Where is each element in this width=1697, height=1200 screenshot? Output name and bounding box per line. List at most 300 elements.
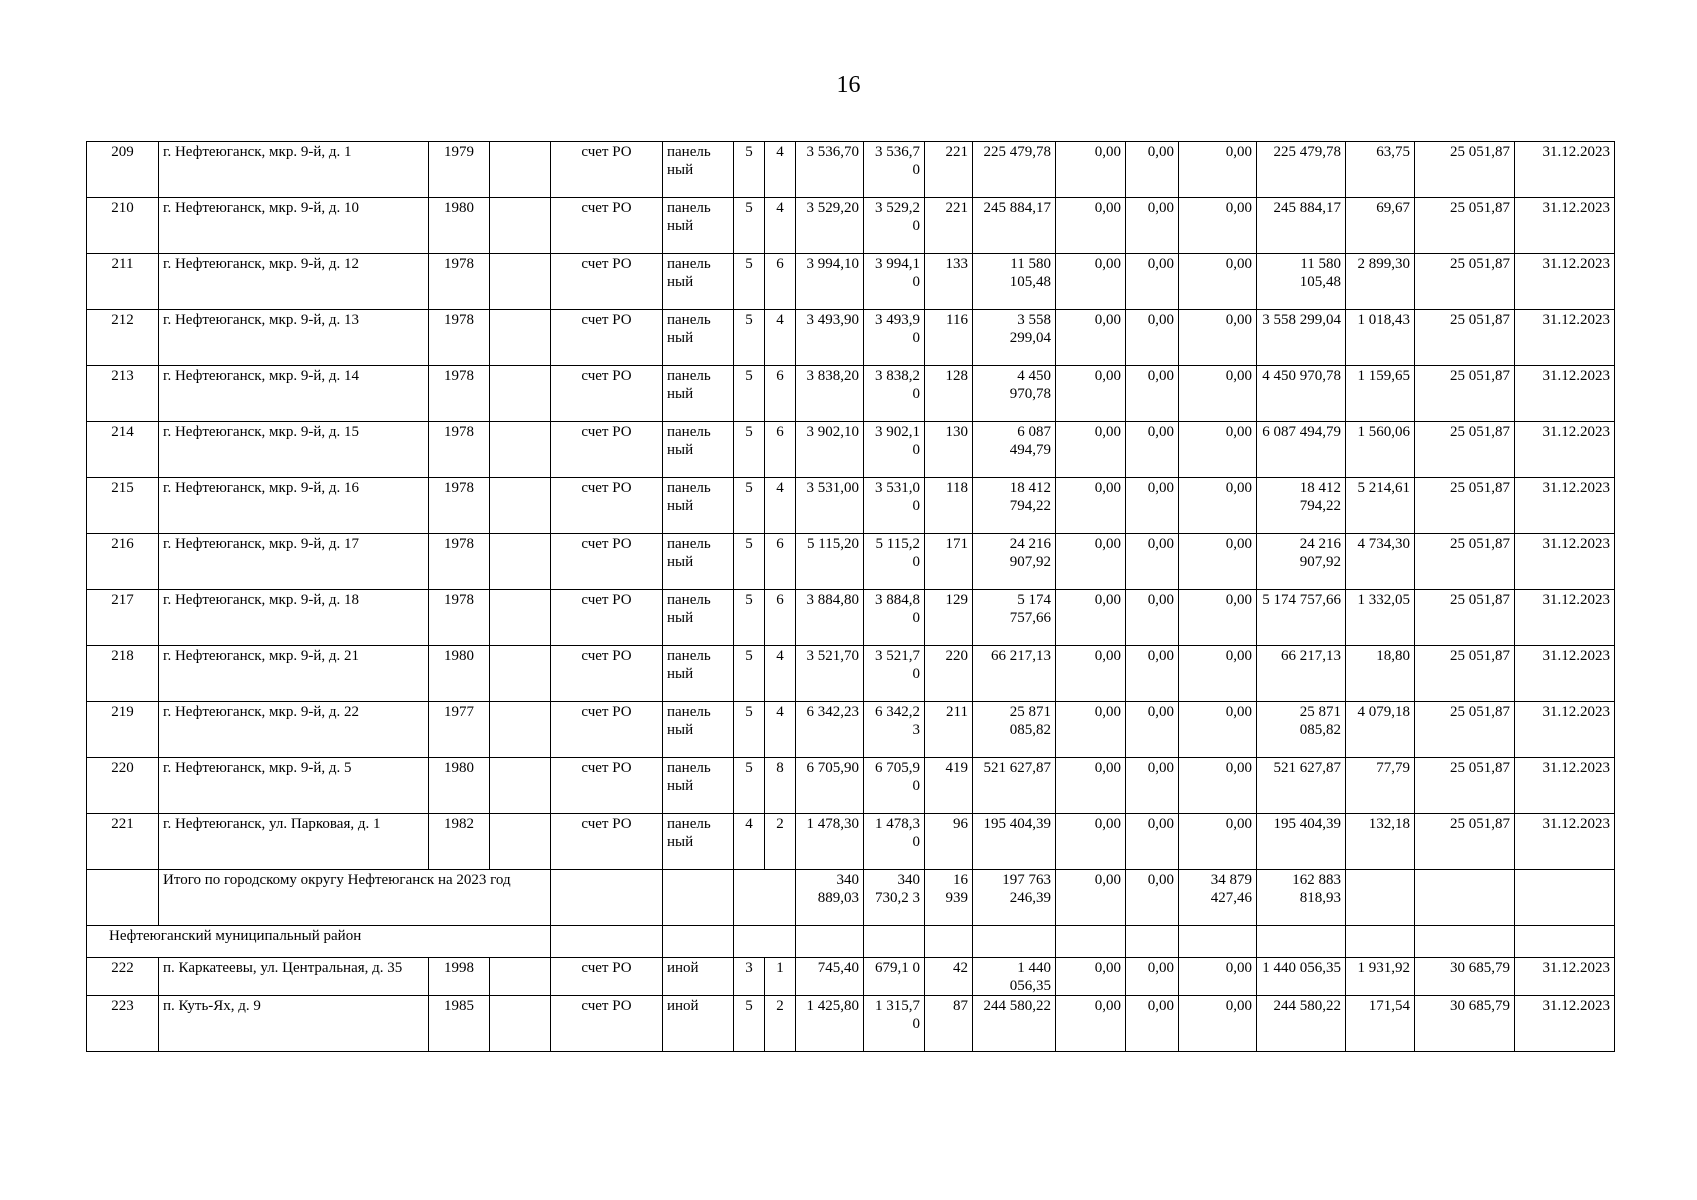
- cell-fund: счет РО: [551, 478, 663, 534]
- cell-year: 1978: [429, 310, 490, 366]
- cell-area-total: 3 902,10: [796, 422, 864, 478]
- cell-c2: 0,00: [1126, 590, 1179, 646]
- cell-no: 220: [87, 758, 159, 814]
- cell-entrances: 8: [765, 758, 796, 814]
- cell-floors: 3: [734, 958, 765, 996]
- cell-limit: 30 685,79: [1415, 958, 1515, 996]
- cell-cost-total: 11 580 105,48: [973, 254, 1056, 310]
- cell-year: 1978: [429, 590, 490, 646]
- cell-floors: 5: [734, 254, 765, 310]
- cell-area-living: 5 115,2 0: [864, 534, 925, 590]
- cell-no: 221: [87, 814, 159, 870]
- cell-year: 1978: [429, 254, 490, 310]
- cell-address: г. Нефтеюганск, мкр. 9-й, д. 14: [159, 366, 429, 422]
- cell-no: 218: [87, 646, 159, 702]
- cell-wall: панель ный: [663, 254, 734, 310]
- cell-date: 31.12.2023: [1515, 254, 1615, 310]
- cell-c1: 0,00: [1056, 366, 1126, 422]
- cell-cost-total: 25 871 085,82: [973, 702, 1056, 758]
- total-c4: 162 883 818,93: [1257, 870, 1346, 926]
- cell-floors: 5: [734, 590, 765, 646]
- cell-address: г. Нефтеюганск, ул. Парковая, д. 1: [159, 814, 429, 870]
- cell-residents: 42: [925, 958, 973, 996]
- cell-c2: 0,00: [1126, 254, 1179, 310]
- cell-floors: 5: [734, 702, 765, 758]
- cell-entrances: 4: [765, 198, 796, 254]
- cell-no: 216: [87, 534, 159, 590]
- cell-floors: 5: [734, 198, 765, 254]
- cell-area-living: 3 536,7 0: [864, 142, 925, 198]
- cell-c2: 0,00: [1126, 422, 1179, 478]
- table-row: [87, 198, 1615, 254]
- cell-entrances: 2: [765, 814, 796, 870]
- table-row: [87, 590, 1615, 646]
- cell-empty: [973, 926, 1056, 958]
- cell-year: 1982: [429, 814, 490, 870]
- housing-register-table: [86, 141, 1615, 1052]
- cell-address: г. Нефтеюганск, мкр. 9-й, д. 16: [159, 478, 429, 534]
- cell-limit: 25 051,87: [1415, 198, 1515, 254]
- cell-year: 1980: [429, 646, 490, 702]
- cell-limit: 25 051,87: [1415, 478, 1515, 534]
- cell-residents: 419: [925, 758, 973, 814]
- cell-residents: 116: [925, 310, 973, 366]
- cell-area-living: 1 478,3 0: [864, 814, 925, 870]
- cell-address: г. Нефтеюганск, мкр. 9-й, д. 12: [159, 254, 429, 310]
- cell-c3: 0,00: [1179, 198, 1257, 254]
- cell-area-living: 3 838,2 0: [864, 366, 925, 422]
- cell-year: 1978: [429, 534, 490, 590]
- cell-specific: 63,75: [1346, 142, 1415, 198]
- cell-empty: [551, 926, 663, 958]
- cell-address: г. Нефтеюганск, мкр. 9-й, д. 17: [159, 534, 429, 590]
- cell-wall: панель ный: [663, 814, 734, 870]
- cell-area-total: 3 521,70: [796, 646, 864, 702]
- cell-year: 1985: [429, 996, 490, 1052]
- cell-c1: 0,00: [1056, 310, 1126, 366]
- cell-entrances: 6: [765, 254, 796, 310]
- cell-specific: 77,79: [1346, 758, 1415, 814]
- cell-fund: счет РО: [551, 366, 663, 422]
- cell-wall: панель ный: [663, 422, 734, 478]
- page-number: 16: [836, 72, 861, 98]
- cell-date: 31.12.2023: [1515, 310, 1615, 366]
- cell-area-total: 3 536,70: [796, 142, 864, 198]
- cell-wall: панель ный: [663, 702, 734, 758]
- cell-address: г. Нефтеюганск, мкр. 9-й, д. 1: [159, 142, 429, 198]
- cell-floors: 5: [734, 142, 765, 198]
- cell-c2: 0,00: [1126, 198, 1179, 254]
- cell-floors: 5: [734, 478, 765, 534]
- table-row: [87, 366, 1615, 422]
- cell-specific: 1 560,06: [1346, 422, 1415, 478]
- cell-specific: 1 931,92: [1346, 958, 1415, 996]
- cell-cost-total: 6 087 494,79: [973, 422, 1056, 478]
- cell-wall: панель ный: [663, 646, 734, 702]
- cell-address: п. Куть-Ях, д. 9: [159, 996, 429, 1052]
- cell-c1: 0,00: [1056, 198, 1126, 254]
- total-residents: 16 939: [925, 870, 973, 926]
- cell-floors: 4: [734, 814, 765, 870]
- cell-residents: 130: [925, 422, 973, 478]
- cell-c4: 244 580,22: [1257, 996, 1346, 1052]
- cell-blank: [490, 958, 551, 996]
- cell-address: г. Нефтеюганск, мкр. 9-й, д. 13: [159, 310, 429, 366]
- cell-area-living: 3 884,8 0: [864, 590, 925, 646]
- table-body: [87, 142, 1615, 1052]
- cell-c3: 0,00: [1179, 310, 1257, 366]
- table-row: [87, 996, 1615, 1052]
- table-row: [87, 478, 1615, 534]
- cell-specific: 1 018,43: [1346, 310, 1415, 366]
- cell-area-total: 3 529,20: [796, 198, 864, 254]
- cell-area-total: 1 425,80: [796, 996, 864, 1052]
- cell-c2: 0,00: [1126, 758, 1179, 814]
- cell-empty: [864, 926, 925, 958]
- total-area-total: 340 889,03: [796, 870, 864, 926]
- cell-entrances: 4: [765, 142, 796, 198]
- cell-c1: 0,00: [1056, 142, 1126, 198]
- cell-blank: [490, 142, 551, 198]
- cell-empty: [1415, 926, 1515, 958]
- cell-c4: 195 404,39: [1257, 814, 1346, 870]
- cell-c3: 0,00: [1179, 758, 1257, 814]
- cell-fund: счет РО: [551, 958, 663, 996]
- cell-area-living: 679,1 0: [864, 958, 925, 996]
- total-row: [87, 870, 1615, 926]
- cell-wall: панель ный: [663, 478, 734, 534]
- cell-specific: 171,54: [1346, 996, 1415, 1052]
- cell-fund: счет РО: [551, 534, 663, 590]
- cell-empty: [1056, 926, 1126, 958]
- cell-c4: 225 479,78: [1257, 142, 1346, 198]
- cell-c2: 0,00: [1126, 478, 1179, 534]
- table-row: [87, 422, 1615, 478]
- cell-date: 31.12.2023: [1515, 422, 1615, 478]
- cell-specific: 18,80: [1346, 646, 1415, 702]
- cell-c1: 0,00: [1056, 758, 1126, 814]
- cell-area-total: 3 994,10: [796, 254, 864, 310]
- cell-date: 31.12.2023: [1515, 646, 1615, 702]
- total-cost-total: 197 763 246,39: [973, 870, 1056, 926]
- cell-c4: 6 087 494,79: [1257, 422, 1346, 478]
- cell-fund: счет РО: [551, 422, 663, 478]
- cell-date: 31.12.2023: [1515, 814, 1615, 870]
- cell-c3: 0,00: [1179, 814, 1257, 870]
- cell-no: 222: [87, 958, 159, 996]
- cell-residents: 133: [925, 254, 973, 310]
- cell-specific: 1 332,05: [1346, 590, 1415, 646]
- cell-wall: панель ный: [663, 142, 734, 198]
- cell-empty: [1346, 870, 1415, 926]
- cell-entrances: 6: [765, 366, 796, 422]
- cell-empty: [1415, 870, 1515, 926]
- cell-cost-total: 225 479,78: [973, 142, 1056, 198]
- cell-address: г. Нефтеюганск, мкр. 9-й, д. 15: [159, 422, 429, 478]
- cell-empty: [663, 926, 734, 958]
- cell-empty: [925, 926, 973, 958]
- cell-c4: 24 216 907,92: [1257, 534, 1346, 590]
- cell-area-living: 6 342,2 3: [864, 702, 925, 758]
- cell-wall: панель ный: [663, 534, 734, 590]
- cell-area-living: 1 315,7 0: [864, 996, 925, 1052]
- cell-residents: 129: [925, 590, 973, 646]
- cell-c3: 0,00: [1179, 590, 1257, 646]
- cell-residents: 128: [925, 366, 973, 422]
- cell-blank: [490, 422, 551, 478]
- cell-blank: [490, 814, 551, 870]
- table-row: [87, 958, 1615, 996]
- cell-c1: 0,00: [1056, 814, 1126, 870]
- total-c3: 34 879 427,46: [1179, 870, 1257, 926]
- cell-cost-total: 5 174 757,66: [973, 590, 1056, 646]
- cell-blank: [490, 254, 551, 310]
- cell-entrances: 2: [765, 996, 796, 1052]
- cell-no: 215: [87, 478, 159, 534]
- cell-floors: 5: [734, 996, 765, 1052]
- cell-empty: [551, 870, 663, 926]
- cell-area-living: 3 521,7 0: [864, 646, 925, 702]
- cell-area-total: 3 531,00: [796, 478, 864, 534]
- cell-year: 1978: [429, 478, 490, 534]
- cell-date: 31.12.2023: [1515, 590, 1615, 646]
- cell-wall: панель ный: [663, 758, 734, 814]
- cell-floors: 5: [734, 422, 765, 478]
- cell-cost-total: 4 450 970,78: [973, 366, 1056, 422]
- cell-area-living: 3 529,2 0: [864, 198, 925, 254]
- cell-address: г. Нефтеюганск, мкр. 9-й, д. 21: [159, 646, 429, 702]
- cell-cost-total: 66 217,13: [973, 646, 1056, 702]
- cell-no: 214: [87, 422, 159, 478]
- table-row: [87, 534, 1615, 590]
- cell-wall: иной: [663, 958, 734, 996]
- cell-specific: 1 159,65: [1346, 366, 1415, 422]
- cell-fund: счет РО: [551, 814, 663, 870]
- cell-c3: 0,00: [1179, 254, 1257, 310]
- cell-empty: [1257, 926, 1346, 958]
- cell-area-total: 6 705,90: [796, 758, 864, 814]
- cell-residents: 221: [925, 142, 973, 198]
- cell-c2: 0,00: [1126, 958, 1179, 996]
- cell-c1: 0,00: [1056, 702, 1126, 758]
- table-row: [87, 758, 1615, 814]
- cell-c2: 0,00: [1126, 646, 1179, 702]
- cell-area-living: 3 531,0 0: [864, 478, 925, 534]
- cell-fund: счет РО: [551, 646, 663, 702]
- cell-limit: 25 051,87: [1415, 422, 1515, 478]
- cell-year: 1998: [429, 958, 490, 996]
- cell-limit: 25 051,87: [1415, 310, 1515, 366]
- cell-entrances: 4: [765, 646, 796, 702]
- cell-address: г. Нефтеюганск, мкр. 9-й, д. 5: [159, 758, 429, 814]
- table-row: [87, 702, 1615, 758]
- cell-residents: 96: [925, 814, 973, 870]
- cell-blank: [490, 646, 551, 702]
- cell-entrances: 1: [765, 958, 796, 996]
- cell-c1: 0,00: [1056, 590, 1126, 646]
- cell-c3: 0,00: [1179, 534, 1257, 590]
- cell-blank: [490, 534, 551, 590]
- cell-year: 1978: [429, 422, 490, 478]
- cell-c4: 1 440 056,35: [1257, 958, 1346, 996]
- cell-c4: 4 450 970,78: [1257, 366, 1346, 422]
- cell-address: г. Нефтеюганск, мкр. 9-й, д. 22: [159, 702, 429, 758]
- cell-cost-total: 521 627,87: [973, 758, 1056, 814]
- cell-blank: [490, 702, 551, 758]
- cell-residents: 221: [925, 198, 973, 254]
- cell-empty: [87, 870, 159, 926]
- cell-entrances: 6: [765, 590, 796, 646]
- cell-wall: панель ный: [663, 198, 734, 254]
- cell-fund: счет РО: [551, 590, 663, 646]
- cell-date: 31.12.2023: [1515, 996, 1615, 1052]
- cell-blank: [490, 758, 551, 814]
- total-label: Итого по городскому округу Нефтеюганск на 2023 год: [159, 870, 551, 926]
- cell-c1: 0,00: [1056, 996, 1126, 1052]
- cell-wall: иной: [663, 996, 734, 1052]
- cell-empty: [663, 870, 734, 926]
- table-row: [87, 142, 1615, 198]
- cell-specific: 5 214,61: [1346, 478, 1415, 534]
- cell-no: 210: [87, 198, 159, 254]
- cell-limit: 25 051,87: [1415, 534, 1515, 590]
- cell-date: 31.12.2023: [1515, 366, 1615, 422]
- cell-c2: 0,00: [1126, 142, 1179, 198]
- cell-fund: счет РО: [551, 142, 663, 198]
- cell-specific: 2 899,30: [1346, 254, 1415, 310]
- table-row: [87, 814, 1615, 870]
- cell-c2: 0,00: [1126, 814, 1179, 870]
- cell-specific: 4 734,30: [1346, 534, 1415, 590]
- cell-cost-total: 24 216 907,92: [973, 534, 1056, 590]
- cell-address: п. Каркатеевы, ул. Центральная, д. 35: [159, 958, 429, 996]
- cell-limit: 25 051,87: [1415, 590, 1515, 646]
- cell-c2: 0,00: [1126, 534, 1179, 590]
- cell-date: 31.12.2023: [1515, 478, 1615, 534]
- cell-date: 31.12.2023: [1515, 758, 1615, 814]
- cell-no: 211: [87, 254, 159, 310]
- cell-no: 223: [87, 996, 159, 1052]
- cell-floors: 5: [734, 310, 765, 366]
- cell-c4: 245 884,17: [1257, 198, 1346, 254]
- cell-area-total: 6 342,23: [796, 702, 864, 758]
- cell-c4: 5 174 757,66: [1257, 590, 1346, 646]
- section-row: [87, 926, 1615, 958]
- cell-limit: 25 051,87: [1415, 814, 1515, 870]
- cell-area-living: 3 994,1 0: [864, 254, 925, 310]
- cell-c3: 0,00: [1179, 142, 1257, 198]
- cell-entrances: 4: [765, 310, 796, 366]
- cell-c3: 0,00: [1179, 478, 1257, 534]
- cell-floors: 5: [734, 534, 765, 590]
- cell-entrances: 4: [765, 702, 796, 758]
- cell-limit: 25 051,87: [1415, 702, 1515, 758]
- cell-limit: 30 685,79: [1415, 996, 1515, 1052]
- cell-c4: 11 580 105,48: [1257, 254, 1346, 310]
- cell-year: 1978: [429, 366, 490, 422]
- cell-area-total: 1 478,30: [796, 814, 864, 870]
- cell-blank: [490, 996, 551, 1052]
- cell-address: г. Нефтеюганск, мкр. 9-й, д. 10: [159, 198, 429, 254]
- cell-limit: 25 051,87: [1415, 758, 1515, 814]
- cell-residents: 171: [925, 534, 973, 590]
- cell-blank: [490, 366, 551, 422]
- cell-floors: 5: [734, 758, 765, 814]
- cell-residents: 87: [925, 996, 973, 1052]
- cell-c4: 18 412 794,22: [1257, 478, 1346, 534]
- cell-empty: [1515, 870, 1615, 926]
- cell-area-total: 3 838,20: [796, 366, 864, 422]
- cell-fund: счет РО: [551, 254, 663, 310]
- cell-no: 209: [87, 142, 159, 198]
- cell-limit: 25 051,87: [1415, 254, 1515, 310]
- cell-c2: 0,00: [1126, 996, 1179, 1052]
- cell-no: 219: [87, 702, 159, 758]
- cell-c3: 0,00: [1179, 422, 1257, 478]
- cell-date: 31.12.2023: [1515, 198, 1615, 254]
- cell-empty: [1515, 926, 1615, 958]
- cell-limit: 25 051,87: [1415, 366, 1515, 422]
- cell-empty: [1179, 926, 1257, 958]
- cell-cost-total: 244 580,22: [973, 996, 1056, 1052]
- total-c2: 0,00: [1126, 870, 1179, 926]
- cell-cost-total: 245 884,17: [973, 198, 1056, 254]
- cell-c2: 0,00: [1126, 310, 1179, 366]
- cell-area-total: 5 115,20: [796, 534, 864, 590]
- cell-c3: 0,00: [1179, 646, 1257, 702]
- cell-empty: [796, 926, 864, 958]
- section-title: Нефтеюганский муниципальный район: [87, 926, 551, 958]
- cell-no: 212: [87, 310, 159, 366]
- cell-c4: 25 871 085,82: [1257, 702, 1346, 758]
- cell-wall: панель ный: [663, 310, 734, 366]
- cell-cost-total: 3 558 299,04: [973, 310, 1056, 366]
- cell-blank: [490, 478, 551, 534]
- cell-fund: счет РО: [551, 310, 663, 366]
- cell-limit: 25 051,87: [1415, 646, 1515, 702]
- cell-blank: [490, 310, 551, 366]
- total-area-living: 340 730,2 3: [864, 870, 925, 926]
- cell-c3: 0,00: [1179, 366, 1257, 422]
- cell-fund: счет РО: [551, 996, 663, 1052]
- cell-c4: 66 217,13: [1257, 646, 1346, 702]
- cell-c1: 0,00: [1056, 422, 1126, 478]
- cell-specific: 132,18: [1346, 814, 1415, 870]
- cell-wall: панель ный: [663, 366, 734, 422]
- cell-c3: 0,00: [1179, 996, 1257, 1052]
- table-row: [87, 646, 1615, 702]
- cell-area-total: 3 493,90: [796, 310, 864, 366]
- cell-date: 31.12.2023: [1515, 702, 1615, 758]
- cell-floors: 5: [734, 366, 765, 422]
- cell-c1: 0,00: [1056, 646, 1126, 702]
- cell-cost-total: 18 412 794,22: [973, 478, 1056, 534]
- cell-empty: [734, 870, 796, 926]
- cell-floors: 5: [734, 646, 765, 702]
- cell-empty: [734, 926, 796, 958]
- cell-cost-total: 1 440 056,35: [973, 958, 1056, 996]
- cell-empty: [1126, 926, 1179, 958]
- cell-date: 31.12.2023: [1515, 534, 1615, 590]
- cell-fund: счет РО: [551, 702, 663, 758]
- cell-area-total: 745,40: [796, 958, 864, 996]
- cell-area-living: 3 493,9 0: [864, 310, 925, 366]
- cell-c1: 0,00: [1056, 534, 1126, 590]
- cell-c1: 0,00: [1056, 958, 1126, 996]
- cell-area-living: 6 705,9 0: [864, 758, 925, 814]
- cell-blank: [490, 590, 551, 646]
- cell-c1: 0,00: [1056, 478, 1126, 534]
